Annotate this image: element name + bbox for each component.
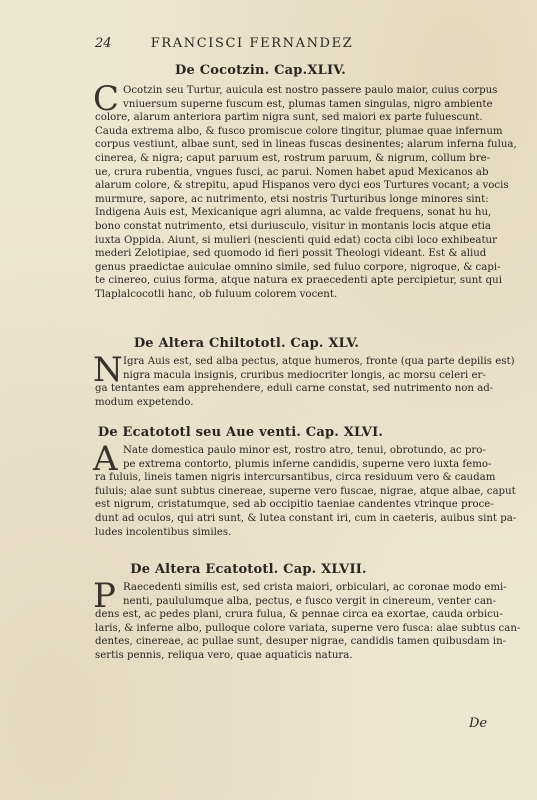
- text-line: alarum colore, & strepitu, apud Hispanos vero dyci eos Turtures vocant; a vocis: [95, 180, 509, 192]
- chapter-title-46: De Ecatototl seu Aue venti. Cap. XLVI.: [97, 425, 384, 440]
- text-line: nenti, paululumque alba, pectus, e fusco vergit in cinereum, venter can-: [123, 595, 497, 607]
- text-line: corpus vestiunt, albae sunt, sed in lineas fuscas desinentes; alarum inferna fulua,: [95, 139, 517, 151]
- initial-letter: N: [93, 350, 123, 390]
- text-line: murmure, sapore, ac nutrimento, etsi nostris Turturibus longe minores sint:: [95, 193, 489, 205]
- text-line: Nate domestica paulo minor est, rostro atro, tenui, obrotundo, ac pro-: [123, 445, 486, 456]
- chapter-text-47: [93, 576, 521, 663]
- text-line: bono constat nutrimento, etsi duriusculo, visitur in montanis locis atque etia: [95, 220, 491, 232]
- text-line: dentes, cinereae, ac pullae sunt, desuper nigrae, candidis tamen quibusdam in-: [95, 636, 507, 648]
- text-line: colore, alarum anteriora partim nigra sunt, sed maiori ex parte fuluescunt.: [95, 112, 483, 124]
- running-header: [95, 36, 465, 51]
- page-number: 24: [95, 36, 112, 51]
- text-line: Raecedenti similis est, sed crista maiori, orbiculari, ac coronae modo emi-: [123, 582, 507, 593]
- text-line: dunt ad oculos, qui atri sunt, & lutea constant iri, cum in caeteris, auibus sint pa-: [95, 512, 517, 524]
- initial-letter: C: [93, 79, 120, 119]
- text-line: Indigena Auis est, Mexicanique agri alumna, ac valde frequens, sonat hu hu,: [95, 207, 492, 219]
- chapter-title-45: De Altera Chiltototl. Cap. XLV.: [133, 336, 360, 351]
- catchword: De: [469, 716, 488, 731]
- chapter-title-47: De Altera Ecatototl. Cap. XLVII.: [130, 562, 367, 577]
- text-line: mederi Zelotipiae, sed quomodo id fieri possit Theologi videant. Est & aliud: [95, 248, 487, 260]
- text-line: Ocotzin seu Turtur, auicula est nostro passere paulo maior, cuius corpus: [123, 85, 498, 96]
- text-line: dens est, ac pedes plani, crura fulua, & pennae circa ea exortae, cauda orbicu-: [95, 609, 503, 621]
- text-line: iuxta Oppida. Aiunt, si mulieri (nescienti quid edat) cocta cibi loco exhibeatur: [95, 234, 497, 246]
- initial-letter: P: [93, 576, 116, 616]
- text-line: genus praedictae auiculae omnino simile, sed fuluo corpore, nigroque, & capi-: [95, 261, 501, 273]
- text-line: pe extrema contorto, plumis inferne candidis, superne vero iuxta femo-: [123, 458, 492, 470]
- chapter-title-44: De Cocotzin. Cap.XLIV.: [175, 63, 346, 78]
- chapter-text-45: [93, 350, 515, 409]
- text-line: ra fuluis, lineis tamen nigris intercursantibus, circa residuum vero & caudam: [95, 472, 496, 484]
- text-line: sertis pennis, reliqua vero, quae aquaticis natura.: [95, 649, 353, 661]
- text-line: est nigrum, cristatumque, sed ab occipitio taeniae candentes vtrinque proce-: [95, 499, 494, 511]
- text-line: ludes incolentibus similes.: [95, 526, 232, 538]
- text-line: te cinereo, cuius forma, atque natura ex praecedenti apte percipietur, sunt qui: [95, 275, 502, 287]
- initial-letter: A: [93, 439, 118, 479]
- text-line: ga tentantes eam apprehendere, eduli carne constat, sed nutrimento non ad-: [95, 383, 494, 395]
- text-line: fuluis; alae sunt subtus cinereae, superne vero fuscae, nigrae, atque albae, caput: [95, 485, 516, 497]
- text-line: nigra macula insignis, cruribus mediocriter longis, ac morsu celeri er-: [123, 369, 486, 381]
- chapter-text-46: [93, 439, 517, 539]
- text-line: laris, & inferne albo, pulloque colore variata, superne vero fusca: alae subtus can-: [95, 622, 521, 634]
- text-line: modum expetendo.: [95, 396, 194, 408]
- text-line: Igra Auis est, sed alba pectus, atque humeros, fronte (qua parte depilis est): [123, 356, 515, 367]
- text-line: ue, crura rubentia, vngues fusci, ac parui. Nomen habet apud Mexicanos ab: [95, 166, 489, 178]
- text-line: Cauda extrema albo, & fusco promiscue colore tingitur, plumae quae infernum: [95, 125, 503, 137]
- chapter-text-44: [93, 79, 517, 302]
- text-line: cinerea, & nigra; caput paruum est, rostrum paruum, & nigrum, collum bre-: [95, 152, 491, 164]
- text-line: Tlaplalcocotli hanc, ob fuluum colorem vocent.: [95, 288, 338, 300]
- running-title: FRANCISCI FERNANDEZ: [150, 36, 354, 51]
- text-line: vniuersum superne fuscum est, plumas tamen singulas, nigro ambiente: [123, 98, 493, 110]
